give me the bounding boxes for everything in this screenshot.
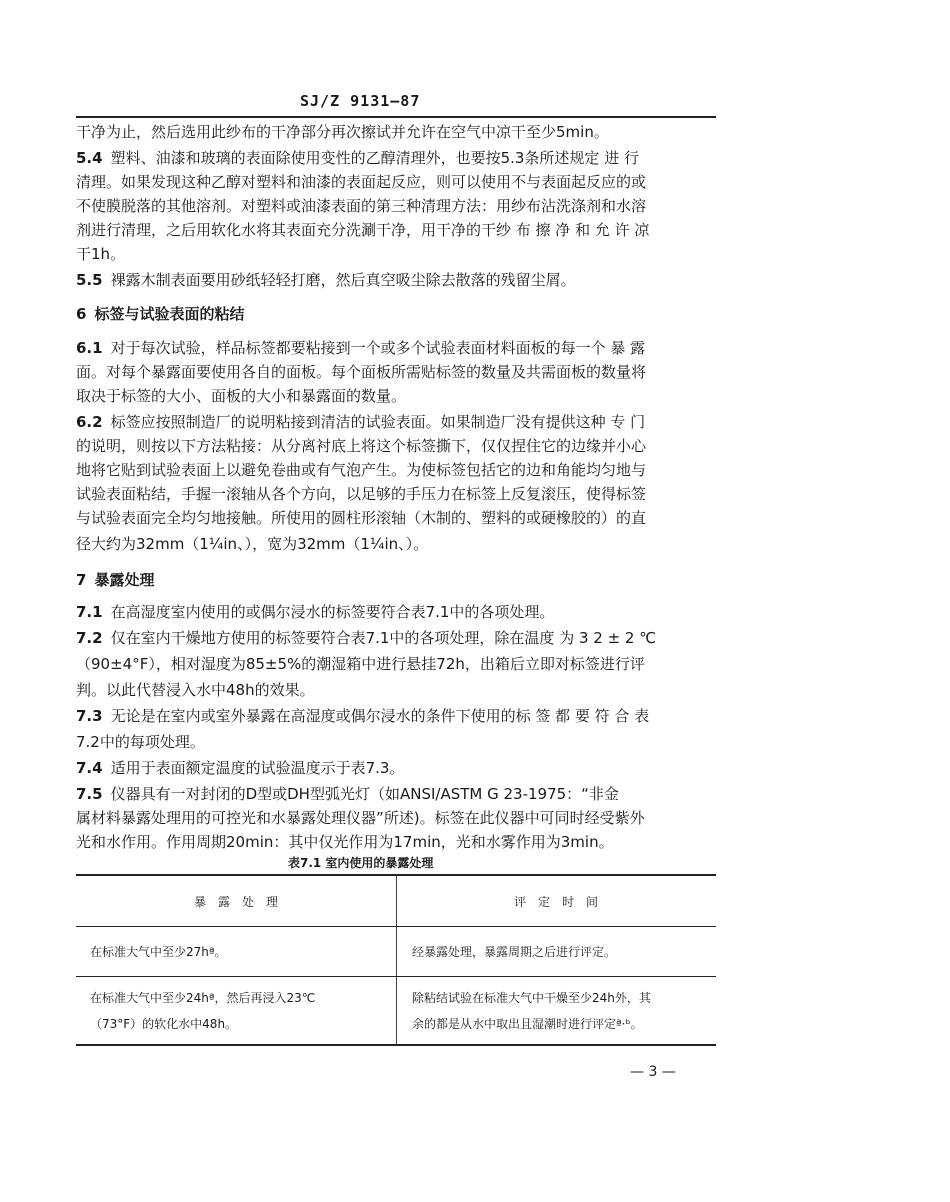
clause-7-2-line: 7.2 仅在室内干燥地方使用的标签要符合表7.1中的各项处理，除在温度 为 3 2 ± 2 ℃ [76,629,657,647]
table-cell: 在标准大气中至少27hª。 [90,945,227,959]
clause-6-1-line: 6.1 对于每次试验，样品标签都要粘接到一个或多个试验表面材料面板的每一个 暴 露 [76,339,646,357]
section-6-heading: 6 标签与试验表面的粘结 [76,305,245,323]
clause-number: 5.4 [76,149,103,167]
clause-6-2-line: 6.2 标签应按照制造厂的说明粘接到清洁的试验表面。如果制造厂没有提供这种 专 门 [76,413,646,431]
text-line: （90±4°F），相对湿度为85±5%的潮湿箱中进行悬挂72h，出箱后立即对标签进行评 [76,655,645,673]
table-header-evaluation: 评 定 时 间 [513,895,598,909]
text-line: 的说明，则按以下方法粘接：从分离衬底上将这个标签撕下，仅仅捏住它的边缘并小心 [76,437,647,455]
clause-7-5-line: 7.5 仪器具有一对封闭的D型或DH型弧光灯（如ANSI/ASTM G 23-1975：“非金 [76,785,619,803]
clause-number: 5.5 [76,271,103,289]
text-line: 干1h。 [76,245,126,263]
clause-7-1-line: 7.1 在高湿度室内使用的或偶尔浸水的标签要符合表7.1中的各项处理。 [76,603,555,621]
table-header-exposure: 暴 露 处 理 [193,895,278,909]
text-line: 属材料暴露处理用的可控光和水暴露处理仪器”所述)。标签在此仪器中可同时经受紫外 [76,809,645,827]
clause-number: 7.2 [76,629,103,647]
table-cell: 余的都是从水中取出且湿潮时进行评定ª·ᵇ。 [412,1017,643,1031]
clause-number: 6.2 [76,413,103,431]
text-line: 地将它贴到试验表面上以避免卷曲或有气泡产生。为使标签包括它的边和角能均匀地与 [76,461,647,479]
table-bottom-rule [76,1044,716,1046]
table-cell: 在标准大气中至少24hª，然后再浸入23℃ [90,991,316,1005]
text-line: 与试验表面完全均匀地接触。所使用的圆柱形滚轴（木制的、塑料的或硬橡胶的）的直 [76,509,647,527]
text-line: 光和水作用。作用周期20min：其中仅光作用为17min，光和水雾作用为3min。 [76,833,614,851]
text-line: 干净为止，然后选用此纱布的干净部分再次擦试并允许在空气中凉干至少5min。 [76,123,609,141]
text-line: 7.2中的每项处理。 [76,733,205,751]
table-row-rule [76,976,716,977]
table-cell: 经暴露处理，暴露周期之后进行评定。 [412,945,617,959]
text-line: 取决于标签的大小、面板的大小和暴露面的数量。 [76,387,407,405]
clause-5-4-line: 5.4 塑料、油漆和玻璃的表面除使用变性的乙醇清理外，也要按5.3条所述规定 进 行 [76,149,639,167]
text-line: 试验表面粘结，手握一滚轴从各个方向，以足够的手压力在标签上反复滚压，使得标签 [76,485,647,503]
text-line: 径大约为32mm（1¼in、），宽为32mm（1¼in、）。 [76,535,429,553]
text-line: 清理。如果发现这种乙醇对塑料和油漆的表面起反应，则可以使用不与表面起反应的或 [76,173,647,191]
text-line: 判。以此代替浸入水中48h的效果。 [76,681,315,699]
clause-number: 7.1 [76,603,103,621]
clause-number: 6.1 [76,339,103,357]
text-line: 面。对每个暴露面要使用各自的面板。每个面板所需贴标签的数量及共需面板的数量将 [76,363,647,381]
page-number: — 3 — [630,1064,676,1080]
table-caption: 表7.1 室内使用的暴露处理 [288,856,434,870]
document-code: SJ/Z 9131—87 [300,92,421,110]
clause-number: 7.4 [76,759,103,777]
section-7-heading: 7 暴露处理 [76,571,155,589]
clause-number: 7.3 [76,707,103,725]
text-line: 不使膜脱落的其他溶剂。对塑料或油漆表面的第三种清理方法：用纱布沾洗涤剂和水溶 [76,197,647,215]
header-rule [76,116,716,118]
clause-7-4-line: 7.4 适用于表面额定温度的试验温度示于表7.3。 [76,759,405,777]
table-cell: （73°F）的软化水中48h。 [90,1017,238,1031]
table-cell: 除粘结试验在标准大气中干燥至少24h外，其 [412,991,651,1005]
table-row-rule [76,926,716,927]
exposure-table [76,874,716,1046]
text-line: 剂进行清理，之后用软化水将其表面充分洗涮干净，用干净的干纱 布 擦 净 和 允 许 凉 [76,221,650,239]
clause-5-5-line: 5.5 裸露木制表面要用砂纸轻轻打磨，然后真空吸尘除去散落的残留尘屑。 [76,271,576,289]
clause-number: 7.5 [76,785,103,803]
clause-7-3-line: 7.3 无论是在室内或室外暴露在高湿度或偶尔浸水的条件下使用的标 签 都 要 符 合 表 [76,707,650,725]
